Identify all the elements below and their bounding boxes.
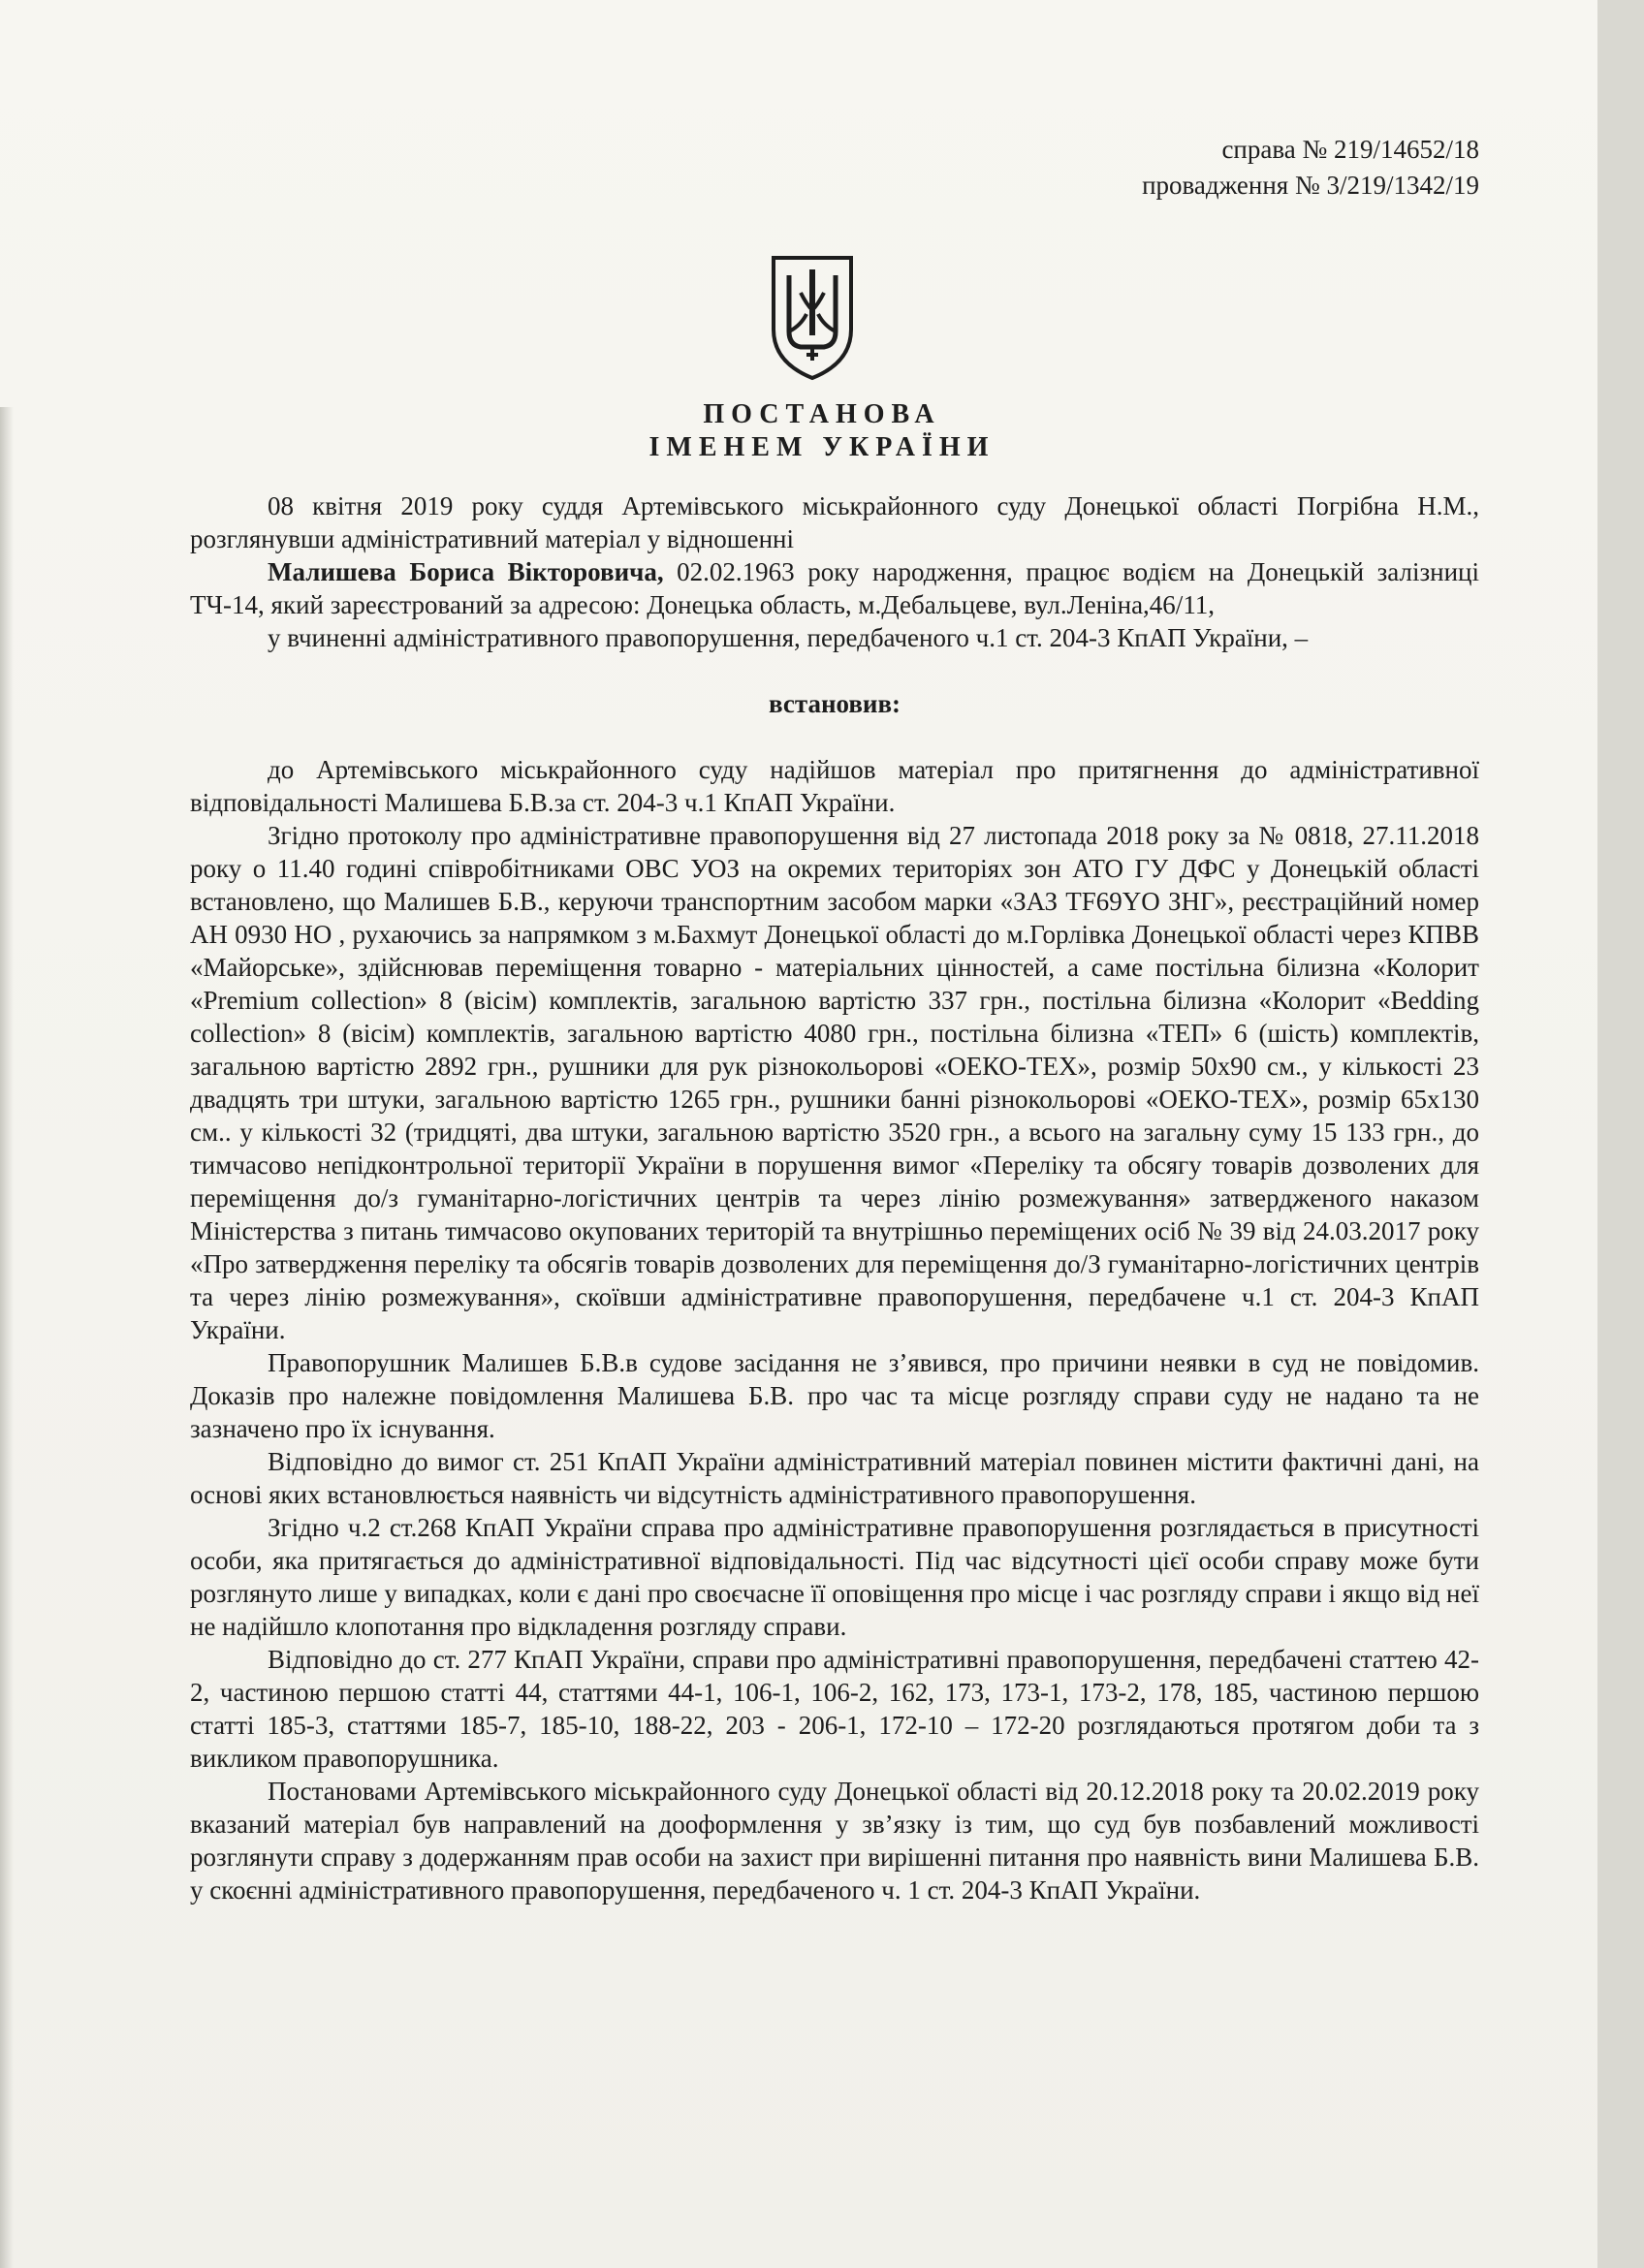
- document-body: [190, 489, 1479, 1906]
- scan-shadow: [0, 407, 14, 2268]
- person-name: Малишева Бориса Вікторовича,: [268, 557, 664, 586]
- body-paragraph-5: Згідно ч.2 ст.268 КпАП України справа про адміністративне правопорушення розглядається в присутності особи, яка притягається до адміністративної відповідальності. Під час відсутності цієї особи справу може бути розглянуто лише у випадках, коли є дані про своєчасне її оповіщення про місце і час розгляду справи і якщо від неї не надійшло клопотання про відкладення розгляду справи.: [190, 1513, 1479, 1641]
- offense-paragraph: у вчиненні адміністративного правопорушення, передбаченого ч.1 ст. 204-3 КпАП України, –: [268, 623, 1309, 652]
- body-paragraph-2: Згідно протоколу про адміністративне правопорушення від 27 листопада 2018 року за № 0818, 27.11.2018 року о 11.40 годині співробітниками ОВС УОЗ на окремих територіях зон АТО ГУ ДФС у Донецькій області встановлено, що Малишев Б.В., керуючи транспортним засобом марки «ЗАЗ TF69YO ЗНГ», реєстраційний номер АН 0930 НО , рухаючись за напрямком з м.Бахмут Донецької області до м.Горлівка Донецької області через КПВВ «Майорське», здійснював переміщення товарно - матеріальних цінностей, а саме постільна білизна «Колорит «Premium collection» 8 (вісім) комплектів, загальною вартістю 337 грн., постільна білизна «Колорит «Bedding collection» 8 (вісім) комплектів, загальною вартістю 4080 грн., постільна білизна «ТЕП» 6 (шість) комплектів, загальною вартістю 2892 грн., рушники для рук різнокольорові «ОЕКО-ТЕХ», розмір 50х90 см., у кількості 23 двадцять три штуки, загальною вартістю 1265 грн., рушники банні різнокольорові «ОЕКО-ТЕХ», розмір 65х130 см.. у кількості 32 (тридцяті, два штуки, загальною вартістю 3520 грн., а всього на загальну суму 15 133 грн., до тимчасово непідконтрольної території України в порушення вимог «Переліку та обсягу товарів дозволених для переміщення до/з гуманітарно-логістичних центрів та через лінію розмежування» затвердженого наказом Міністерства з питань тимчасово окупованих територій та внутрішньо переміщених осіб № 39 від 24.03.2017 року «Про затвердження переліку та обсягів товарів дозволених для переміщення до/З гуманітарно-логістичних центрів та через лінію розмежування», скоївши адміністративне правопорушення, передбачене ч.1 ст. 204-3 КпАП України.: [190, 821, 1479, 1344]
- body-paragraph-4: Відповідно до вимог ст. 251 КпАП України адміністративний матеріал повинен містити фактичні дані, на основі яких встановлюється наявність чи відсутність адміністративного правопорушення.: [190, 1447, 1479, 1509]
- document-subtitle: ІМЕНЕМ УКРАЇНИ: [648, 432, 996, 462]
- body-paragraph-6: Відповідно до ст. 277 КпАП України, справи про адміністративні правопорушення, передбачені статтею 42-2, частиною першою статті 44, статтями 44-1, 106-1, 106-2, 162, 173, 173-1, 173-2, 178, 185, частиною першою статті 185-3, статтями 185-7, 185-10, 188-22, 203 - 206-1, 172-10 – 172-20 розглядаються протягом доби та з викликом правопорушника.: [190, 1645, 1479, 1773]
- person-details: 02.02.1963 року народження, працює водієм на Донецькій залізниці ТЧ-14, який зареєстрований за адресою: Донецька область, м.Дебальцеве, вул.Леніна,46/11,: [190, 557, 1479, 619]
- body-paragraph-3: Правопорушник Малишев Б.В.в судове засідання не з’явився, про причини неявки в суд не повідомив. Доказів про належне повідомлення Малишева Б.В. про час та місце розгляду справи суду не надано та не зазначено про їх існування.: [190, 1348, 1479, 1443]
- section-heading: встановив:: [768, 689, 901, 718]
- person-paragraph: [190, 555, 1479, 621]
- scan-edge: [1597, 0, 1644, 2268]
- case-number: справа № 219/14652/18: [1221, 135, 1479, 164]
- body-paragraph-1: до Артемівського міськрайонного суду надійшов матеріал про притягнення до адміністративної відповідальності Малишева Б.В.за ст. 204-3 ч.1 КпАП України.: [190, 755, 1479, 817]
- proceeding-number: провадження № 3/219/1342/19: [1142, 171, 1479, 200]
- body-paragraph-7: Постановами Артемівського міськрайонного суду Донецької області від 20.12.2018 року та 20.02.2019 року вказаний матеріал був направлений на дооформлення у зв’язку із тим, що суд був позбавлений можливості розглянути справу з додержанням прав особи на захист при вирішенні питання про наявність вини Малишева Б.В. у скоєнні адміністративного правопорушення, передбаченого ч. 1 ст. 204-3 КпАП України.: [190, 1777, 1479, 1905]
- document-title: ПОСТАНОВА: [703, 399, 941, 429]
- intro-paragraph: 08 квітня 2019 року суддя Артемівського міськрайонного суду Донецької області Погрібна Н.М., розглянувши адміністративний матеріал у відношенні: [190, 491, 1479, 553]
- trident-coat-of-arms-icon: [768, 254, 857, 382]
